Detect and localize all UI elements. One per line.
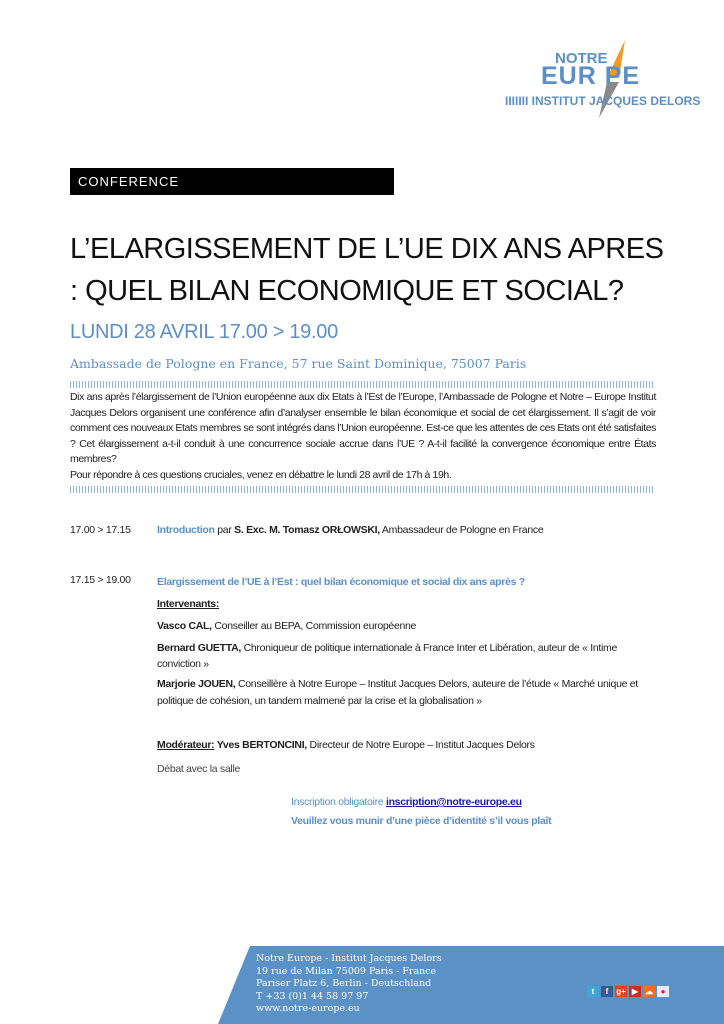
intro-text xyxy=(70,390,656,483)
intro-paragraph: Dix ans après l’élargissement de l’Union européenne aux dix Etats à l’Est de l’Europe, l’Ambassade de Pologne et Notre – Europe Institut Jacques Delors organisent une conférence afin d’analyser ensemble le bilan économique et social de cet élargissement. Il s’agit de voir comment ces nouveaux Etats membres se sont intégrés dans l’Union européenne. Est-ce que les attentes de ces Etats ont été satisfaites ? Cet élargissement a-t-il conduit à une concurrence sociale accrue dans l’UE ? A-t-il facilité la convergence économique entre États membres? xyxy=(70,391,656,465)
registration-email-link[interactable]: inscription@notre-europe.eu xyxy=(385,796,522,808)
speaker-name: Marjorie JOUEN, xyxy=(157,678,236,690)
logo-europe: EUR PE xyxy=(541,62,641,90)
speaker xyxy=(157,676,657,710)
logo-institut: IIIIIII INSTITUT JACQUES DELORS xyxy=(505,94,701,108)
moderator xyxy=(157,737,657,753)
event-date: LUNDI 28 AVRIL 17.00 > 19.00 xyxy=(70,321,338,343)
moderator-name: Yves BERTONCINI, xyxy=(214,739,307,751)
session-time: 17.15 > 19.00 xyxy=(70,574,131,586)
soundcloud-icon[interactable]: ☁ xyxy=(645,987,653,996)
speaker xyxy=(157,618,657,634)
speaker-role: Conseiller au BEPA, Commission européenne xyxy=(211,620,417,632)
footer-line: 19 rue de Milan 75009 Paris - France xyxy=(256,965,437,977)
session-title: Elargissement de l’UE à l’Est : quel bilan économique et social dix ans après ? xyxy=(157,576,525,588)
social-links xyxy=(587,986,669,997)
registration xyxy=(291,793,551,831)
flickr-icon[interactable]: ● xyxy=(657,986,669,997)
id-note: Veuillez vous munir d’une pièce d’identité s’il vous plaît xyxy=(291,815,552,827)
registration-label: Inscription obligatoire xyxy=(291,796,386,808)
footer-website[interactable]: www.notre-europe.eu xyxy=(256,1003,360,1014)
divider xyxy=(70,381,653,388)
category-banner: CONFERENCE xyxy=(70,168,394,195)
speaker-name: S. Exc. M. Tomasz ORŁOWSKI, xyxy=(234,524,380,536)
speaker xyxy=(157,640,657,672)
footer-line: Notre Europe - Institut Jacques Delors xyxy=(256,953,442,964)
moderator-role: Directeur de Notre Europe – Institut Jacques Delors xyxy=(306,739,535,751)
session-title: Introduction xyxy=(157,524,215,536)
youtube-icon[interactable]: ▶ xyxy=(629,986,641,997)
moderator-label: Modérateur: xyxy=(157,739,215,751)
speaker-role: Chroniqueur de politique internationale à France Inter et Libération, auteur de « Intime conviction » xyxy=(157,642,618,670)
divider xyxy=(70,486,653,493)
footer-line: T +33 (0)1 44 58 97 97 xyxy=(256,990,369,1002)
text: par xyxy=(214,524,235,536)
event-venue: Ambassade de Pologne en France, 57 rue Saint Dominique, 75007 Paris xyxy=(70,356,527,371)
speaker-name: Vasco CAL, xyxy=(157,620,212,632)
notre-europe-logo xyxy=(505,38,705,118)
speakers-heading: Intervenants: xyxy=(157,598,220,610)
intro-block xyxy=(70,381,656,493)
speaker-name: Bernard GUETTA, xyxy=(157,642,241,654)
debate-note: Débat avec la salle xyxy=(157,763,241,775)
speaker-role: Ambassadeur de Pologne en France xyxy=(379,524,544,536)
footer-address xyxy=(256,953,442,1016)
footer-line: Pariser Platz 6, Berlin - Deutschland xyxy=(256,978,432,989)
intro-paragraph: Pour répondre à ces questions cruciales, venez en débattre le lundi 28 avril de 17h à 19h. xyxy=(70,468,452,481)
page-title: L’ELARGISSEMENT DE L’UE DIX ANS APRES : QUEL BILAN ECONOMIQUE ET SOCIAL? xyxy=(70,233,664,307)
facebook-icon[interactable]: f xyxy=(601,986,613,997)
twitter-icon[interactable]: t xyxy=(587,986,599,997)
session-time: 17.00 > 17.15 xyxy=(70,524,131,536)
logo-notre: NOTRE xyxy=(555,50,608,67)
speaker-role: Conseillère à Notre Europe – Institut Jacques Delors, auteure de l’étude « Marché unique et politique de cohésion, un tandem malmené par la crise et la globalisation » xyxy=(157,678,638,707)
google-plus-icon[interactable]: g+ xyxy=(616,987,626,996)
